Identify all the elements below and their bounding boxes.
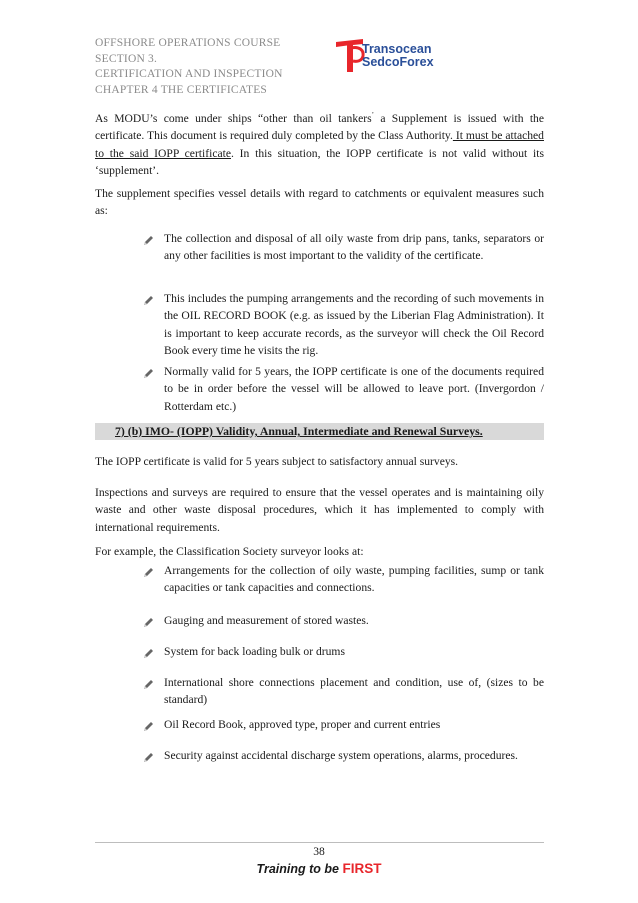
example-paragraph: For example, the Classification Society surveyor looks at: [95, 545, 364, 558]
intro-text-3: . In this situation, the IOPP certificate is not valid without its ‘supplement’. [95, 146, 544, 178]
intro-paragraph [95, 107, 544, 179]
footer-divider [95, 842, 544, 843]
supplement-intro-paragraph: The supplement specifies vessel details with regard to catchments or equivalent measures such as: [95, 187, 544, 218]
list-item: Arrangements for the collection of oily waste, pumping facilities, sump or tank capacities or tank capacities and connections. [164, 564, 544, 595]
pen-bullet-icon [143, 295, 154, 306]
section-heading-bar [95, 423, 544, 440]
intro-underlined-text: It must be attached to the said IOPP certificate [95, 129, 544, 160]
header-section: SECTION 3. [95, 52, 158, 65]
intro-text-2: a Supplement is issued with the certificate. This document is required duly completed by the Class Authority. [95, 111, 544, 143]
list-item: This includes the pumping arrangements and the recording of such movements in the OIL RECORD BOOK (e.g. as issued by the Liberian Flag Administration). It is important to keep accurate records, as the surveyor will check the Oil Record Book every time he visits the rig. [164, 292, 544, 358]
validity-paragraph: The IOPP certificate is valid for 5 years subject to satisfactory annual surveys. [95, 455, 459, 468]
intro-text-1: As MODU’s come under ships “other than oil tankers [95, 111, 372, 125]
footer-slogan-highlight: FIRST [342, 861, 382, 876]
pen-bullet-icon [143, 752, 154, 763]
list-item: Oil Record Book, approved type, proper and current entries [164, 718, 441, 731]
footer-slogan-text: Training to be [256, 862, 339, 876]
pen-bullet-icon [143, 648, 154, 659]
pen-bullet-icon [143, 617, 154, 628]
document-header [95, 36, 283, 98]
list-item: Normally valid for 5 years, the IOPP certificate is one of the documents required to be in order before the vessel will be allowed to leave port. (Invergordon / Rotterdam etc.) [164, 365, 544, 413]
list-item: Security against accidental discharge system operations, alarms, procedures. [164, 749, 518, 762]
pen-bullet-icon [143, 721, 154, 732]
header-chapter: CHAPTER 4 THE CERTIFICATES [95, 83, 268, 96]
logo-line-2: SedcoForex [362, 55, 434, 69]
pen-bullet-icon [143, 567, 154, 578]
header-topic: CERTIFICATION AND INSPECTION [95, 68, 283, 80]
section-heading-text: 7) (b) IMO- (IOPP) Validity, Annual, Intermediate and Renewal Surveys. [115, 424, 483, 438]
list-item: System for back loading bulk or drums [164, 645, 345, 658]
header-course: OFFSHORE OPERATIONS COURSE [95, 37, 281, 49]
pen-bullet-icon [143, 235, 154, 246]
list-item: The collection and disposal of all oily waste from drip pans, tanks, separators or any other facilities is most important to the validity of the certificate. [164, 232, 544, 263]
logo-line-1: Transocean [362, 42, 432, 56]
logo-wordmark [362, 43, 434, 69]
intro-superscript: ’ [371, 111, 374, 119]
pen-bullet-icon [143, 679, 154, 690]
inspections-paragraph: Inspections and surveys are required to ensure that the vessel operates and is maintaining oily waste and other waste disposal procedures, which it has implemented to comply with international requirements. [95, 486, 544, 534]
list-item: Gauging and measurement of stored wastes. [164, 614, 369, 627]
list-item: International shore connections placement and condition, use of, (sizes to be standard) [164, 676, 544, 707]
footer-slogan [0, 861, 638, 876]
pen-bullet-icon [143, 368, 154, 379]
page-number: 38 [313, 845, 325, 858]
